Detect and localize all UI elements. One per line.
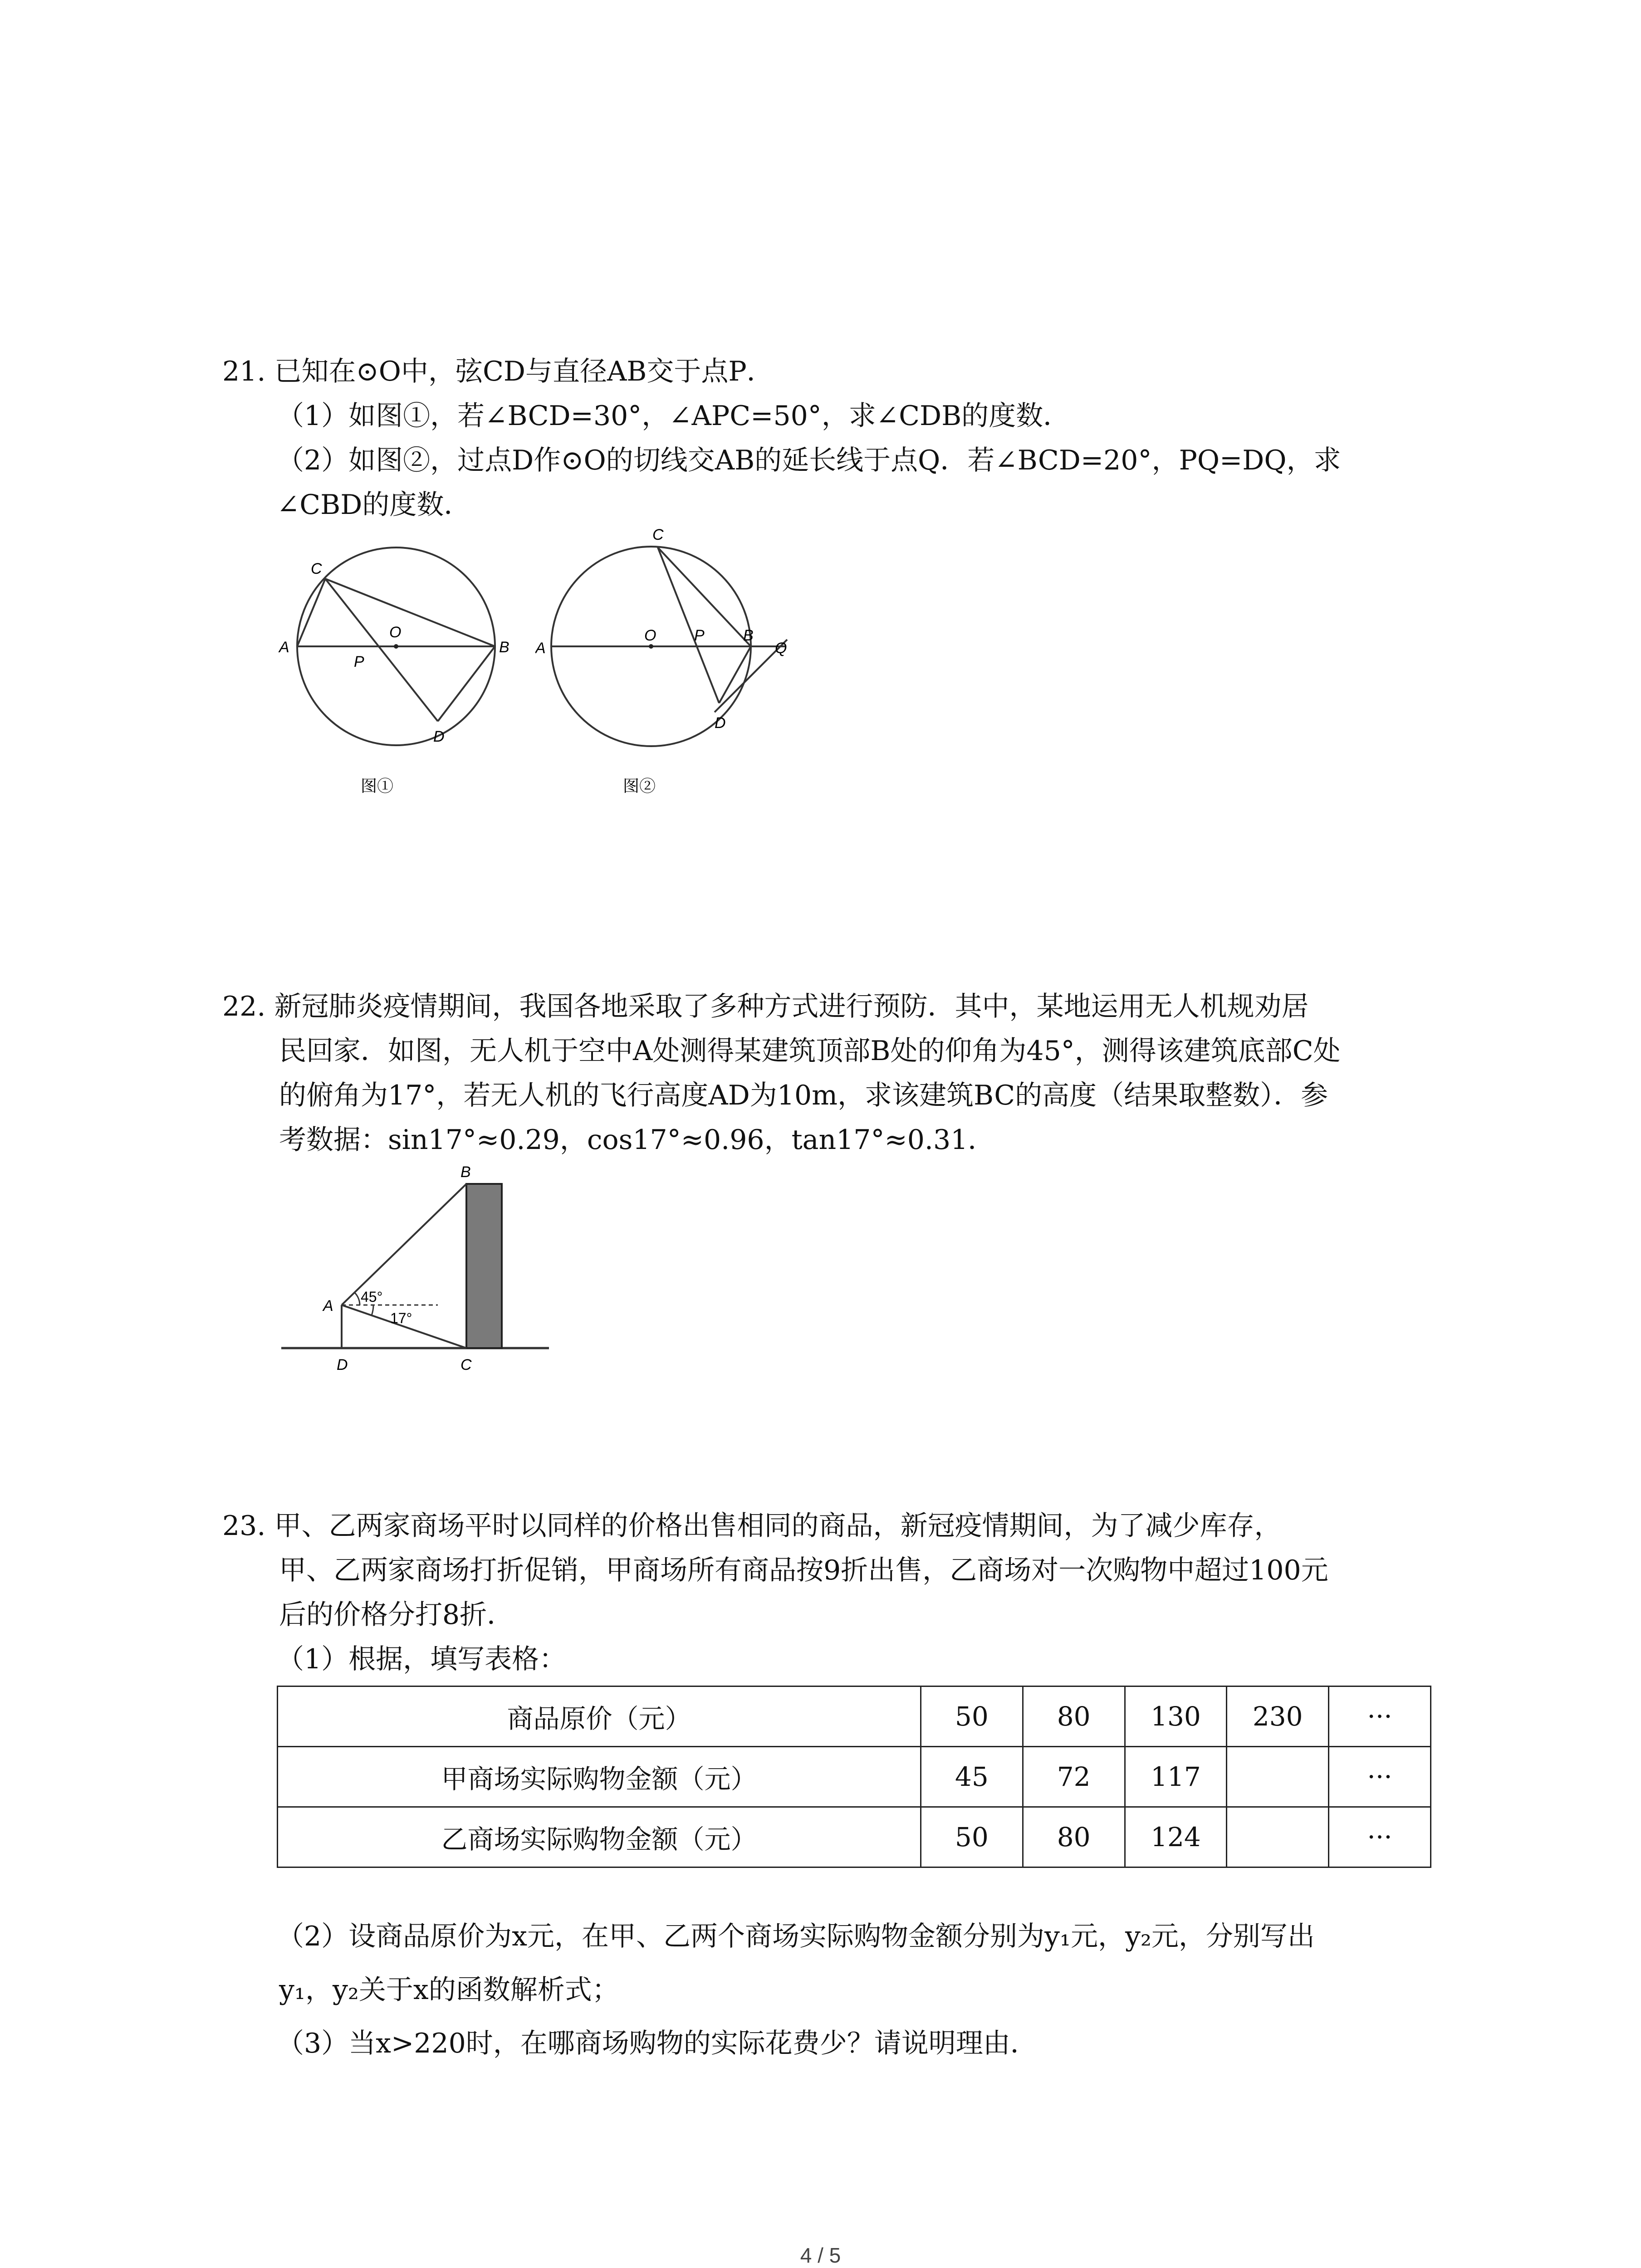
- label-d: D: [337, 1356, 348, 1374]
- chord-cd: [325, 579, 438, 721]
- table-cell: ···: [1329, 1747, 1431, 1807]
- row-label: 甲商场实际购物金额（元）: [278, 1747, 921, 1807]
- label-p: P: [354, 653, 364, 670]
- segment-ac: [297, 579, 325, 646]
- q23-line-2: 甲、乙两家商场打折促销，甲商场所有商品按9折出售，乙商场对一次购物中超过100元: [279, 1554, 1328, 1586]
- label-a: A: [279, 639, 289, 656]
- table-cell: 50: [921, 1686, 1023, 1747]
- q21-part1: （1）如图①，若∠BCD=30°，∠APC=50°，求∠CDB的度数．: [277, 400, 1071, 432]
- q23-part2: （2）设商品原价为x元，在甲、乙两个商场实际购物金额分别为y₁元，y₂元，分别写出: [277, 1921, 1315, 1952]
- table-cell: 45: [921, 1747, 1023, 1807]
- q22-line-4: 考数据：sin17°≈0.29，cos17°≈0.96，tan17°≈0.31．: [279, 1124, 995, 1156]
- price-table: [277, 1686, 1431, 1868]
- question-23: [222, 1504, 1456, 1681]
- label-b: B: [499, 639, 509, 656]
- page-number: 4 / 5: [800, 2244, 841, 2267]
- table-cell: 230: [1227, 1686, 1329, 1747]
- center-point: [649, 644, 653, 649]
- figure-1-caption: 图①: [361, 777, 394, 795]
- figure-2-caption: 图②: [623, 777, 656, 795]
- table-cell-empty[interactable]: [1227, 1807, 1329, 1867]
- table-row: [278, 1807, 1431, 1867]
- figure-2-circle: [535, 522, 817, 798]
- table-cell: 72: [1023, 1747, 1125, 1807]
- table-cell: 124: [1125, 1807, 1227, 1867]
- q23-line-1: 23. 甲、乙两家商场平时以同样的价格出售相同的商品，新冠疫情期间，为了减少库存，: [222, 1510, 1282, 1542]
- angle-arc-17: [372, 1305, 373, 1315]
- row-label: 乙商场实际购物金额（元）: [278, 1807, 921, 1867]
- q21-part2: （2）如图②，过点D作⊙O的切线交AB的延长线于点Q．若∠BCD=20°，PQ=DQ，求: [277, 445, 1341, 476]
- question-21: [222, 349, 1456, 527]
- table-row: [278, 1747, 1431, 1807]
- chord-cd: [658, 547, 719, 703]
- building-bc: [466, 1184, 502, 1348]
- q22-line-3: 的俯角为17°，若无人机的飞行高度AD为10m，求该建筑BC的高度（结果取整数）．参: [279, 1080, 1328, 1111]
- segment-db: [438, 646, 495, 721]
- table-cell-empty[interactable]: [1227, 1747, 1329, 1807]
- q21-stem: 21. 已知在⊙O中，弦CD与直径AB交于点P．: [222, 356, 774, 387]
- segment-cb: [325, 579, 495, 646]
- table-cell: 117: [1125, 1747, 1227, 1807]
- label-d: D: [433, 728, 445, 745]
- segment-ab: [342, 1184, 466, 1305]
- angle-arc-45: [354, 1292, 360, 1305]
- label-c: C: [311, 560, 322, 577]
- label-c: C: [652, 526, 664, 543]
- q22-line-2: 民回家．如图，无人机于空中A处测得某建筑顶部B处的仰角为45°，测得该建筑底部C处: [279, 1035, 1341, 1067]
- table-cell: 80: [1023, 1686, 1125, 1747]
- table-row: [278, 1686, 1431, 1747]
- table-cell: ···: [1329, 1686, 1431, 1747]
- question-23-parts: [222, 1910, 1456, 2070]
- label-p: P: [694, 627, 705, 644]
- question-22: [222, 984, 1456, 1162]
- row-label: 商品原价（元）: [278, 1686, 921, 1747]
- angle-label-45: 45°: [361, 1289, 383, 1305]
- figure-drone-building: [277, 1161, 558, 1379]
- label-a: A: [535, 640, 546, 657]
- label-d: D: [715, 714, 726, 732]
- q23-line-3: 后的价格分打8折．: [279, 1599, 514, 1631]
- label-a: A: [323, 1297, 333, 1315]
- q23-part3: （3）当x>220时，在哪商场购物的实际花费少？请说明理由．: [277, 2028, 1038, 2059]
- q23-part2-cont: y₁，y₂关于x的函数解析式；: [279, 1974, 619, 2006]
- q21-part2-cont: ∠CBD的度数．: [277, 489, 471, 521]
- angle-label-17: 17°: [390, 1310, 412, 1326]
- table-cell: 80: [1023, 1807, 1125, 1867]
- label-q: Q: [775, 640, 787, 657]
- table-cell: 50: [921, 1807, 1023, 1867]
- label-o: O: [389, 624, 402, 641]
- table-cell: ···: [1329, 1807, 1431, 1867]
- label-o: O: [644, 627, 656, 644]
- center-point: [394, 644, 398, 649]
- label-b: B: [460, 1163, 471, 1181]
- label-c: C: [460, 1356, 472, 1374]
- figure-1-circle: [268, 535, 522, 798]
- q22-line-1: 22. 新冠肺炎疫情期间，我国各地采取了多种方式进行预防．其中，某地运用无人机规劝居: [222, 991, 1309, 1022]
- label-b: B: [743, 627, 754, 644]
- table-cell: 130: [1125, 1686, 1227, 1747]
- q23-part1: （1）根据，填写表格：: [277, 1643, 567, 1675]
